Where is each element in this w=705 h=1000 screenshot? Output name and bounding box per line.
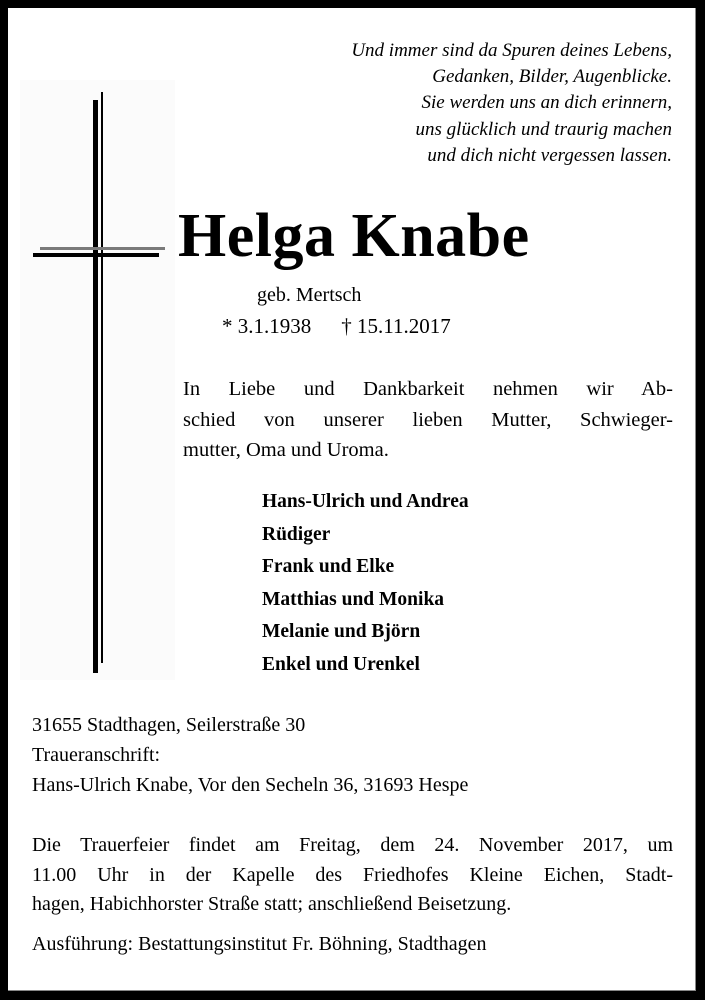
mourning-address-label: Traueranschrift:: [32, 744, 161, 766]
farewell-line: In Liebe und Dankbarkeit nehmen wir Ab-: [183, 378, 673, 400]
address-block: [32, 710, 468, 800]
mourners-list: [262, 486, 469, 682]
life-dates: [222, 313, 451, 339]
cross-vertical-thick-line: [93, 100, 98, 673]
birth-name: geb. Mertsch: [257, 284, 362, 306]
poem-line: und dich nicht vergessen lassen.: [427, 144, 672, 166]
mourner-item: Hans-Ulrich und Andrea: [262, 491, 469, 512]
poem-line: Gedanken, Bilder, Augenblicke.: [432, 66, 672, 88]
poem-line: uns glücklich und traurig machen: [415, 118, 672, 140]
ceremony-line: 11.00 Uhr in der Kapelle des Friedhofes Kleine Eichen, Stadt-: [32, 863, 673, 886]
mourner-item: Frank und Elke: [262, 556, 395, 578]
cross-vertical-thin-line: [101, 92, 103, 663]
poem-line: Sie werden uns an dich erinnern,: [421, 92, 672, 114]
funeral-ceremony-text: [32, 831, 673, 920]
residence-address: 31655 Stadthagen, Seilerstraße 30: [32, 714, 306, 736]
mourner-item: Enkel und Urenkel: [262, 653, 420, 675]
cross-horizontal-gray-line: [40, 247, 165, 250]
farewell-line: mutter, Oma und Uroma.: [183, 439, 389, 461]
death-date: † 15.11.2017: [341, 314, 451, 338]
mourner-item: Rüdiger: [262, 523, 331, 545]
ceremony-line: hagen, Habichhorster Straße statt; anschließend Beisetzung.: [32, 893, 512, 915]
ceremony-line: Die Trauerfeier findet am Freitag, dem 24. November 2017, um: [32, 834, 673, 856]
funeral-home-credit: Ausführung: Bestattungsinstitut Fr. Böhning, Stadthagen: [32, 933, 487, 955]
mourner-item: Matthias und Monika: [262, 588, 445, 610]
birth-date: * 3.1.1938: [222, 314, 312, 338]
cross-horizontal-black-line: [33, 253, 159, 257]
farewell-text: [183, 374, 673, 466]
poem: [232, 38, 672, 169]
mourning-address: Hans-Ulrich Knabe, Vor den Secheln 36, 31693 Hespe: [32, 774, 469, 796]
mourner-item: Melanie und Björn: [262, 621, 421, 643]
poem-line: Und immer sind da Spuren deines Lebens,: [351, 40, 672, 61]
farewell-line: schied von unserer lieben Mutter, Schwieger-: [183, 408, 673, 431]
deceased-name: Helga Knabe: [178, 202, 530, 270]
